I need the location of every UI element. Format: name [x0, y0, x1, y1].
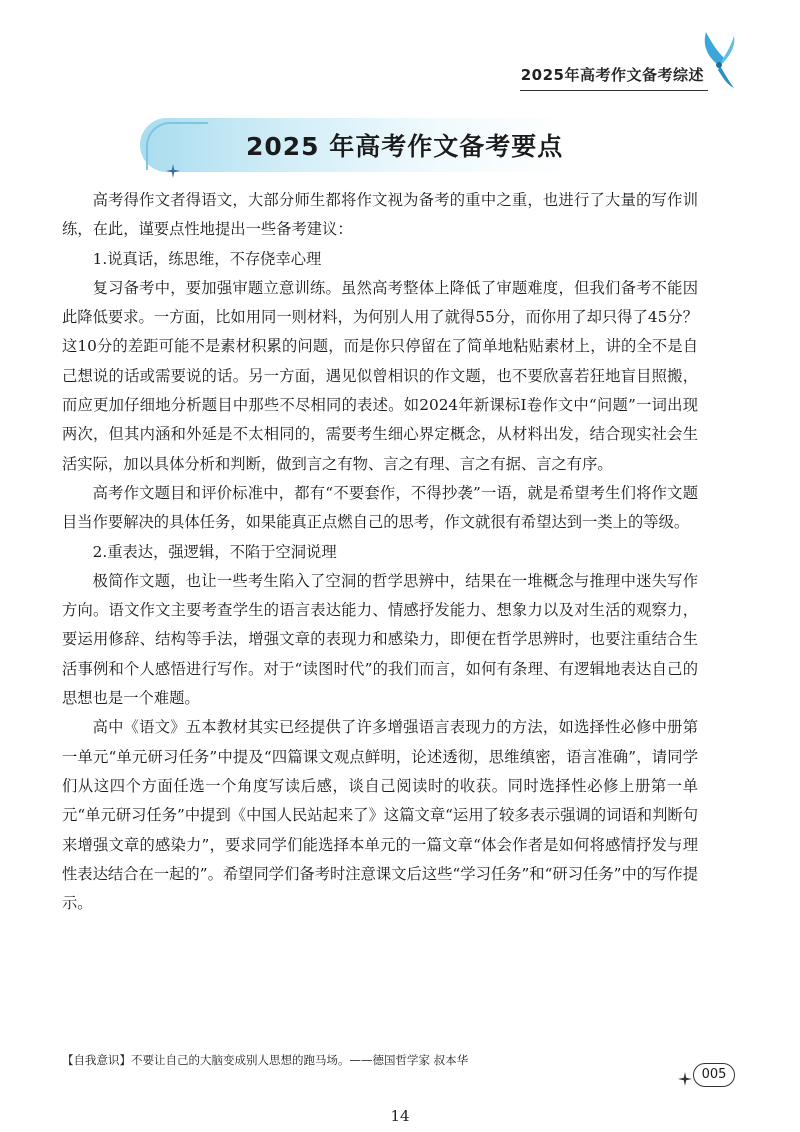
footer-quote: 【自我意识】不要让自己的大脑变成别人思想的跑马场。——德国哲学家 叔本华: [62, 1053, 469, 1067]
sparkle-icon: [166, 164, 180, 178]
sparkle-icon: [678, 1072, 692, 1086]
page-number: 14: [390, 1107, 410, 1125]
header-rule: [520, 90, 708, 91]
paragraph-intro: 高考得作文者得语文，大部分师生都将作文视为备考的重中之重，也进行了大量的写作训练，在此，谨要点性地提出一些备考建议：: [62, 191, 698, 239]
banner-title: 2025 年高考作文备考要点: [246, 132, 564, 161]
section-heading-1: 1.说真话，练思维，不存侥幸心理: [92, 249, 322, 268]
running-header-title: 2025年高考作文备考综述: [520, 66, 704, 84]
bird-icon: [690, 28, 742, 98]
paragraph: 复习备考中，要加强审题立意训练。虽然高考整体上降低了审题难度，但我们备考不能因此降低要求。一方面，比如用同一则材料，为何别人用了就得55分，而你用了却只得了45分？这10分的差距可能不是素材积累的问题，而是你只停留在了简单地粘贴素材上，讲的全不是自己想说的话或需要说的话。另一方面，遇见似曾相识的作文题，也不要欣喜若狂地盲目照搬，而应更加仔细地分析题目中那些不尽相同的表述。如2024年新课标Ⅰ卷作文中“问题”一词出现两次，但其内涵和外延是不太相同的，需要考生细心界定概念，从材料出发，结合现实社会生活实际，加以具体分析和判断，做到言之有物、言之有理、言之有据、言之有序。: [62, 278, 698, 473]
article-body: [62, 186, 698, 918]
paragraph: 高中《语文》五本教材其实已经提供了许多增强语言表现力的方法，如选择性必修中册第一单元“单元研习任务”中提及“四篇课文观点鲜明，论述透彻，思维缜密，语言准确”，请同学们从这四个方面任选一个角度写读后感，谈自己阅读时的收获。同时选择性必修上册第一单元“单元研习任务”中提到《中国人民站起来了》这篇文章“运用了较多表示强调的词语和判断句来增强文章的感染力”，要求同学们能选择本单元的一篇文章“体会作者是如何将感情抒发与理性表达结合在一起的”。希望同学们备考时注意课文后这些“学习任务”和“研习任务”中的写作提示。: [62, 718, 698, 913]
paragraph: 极简作文题，也让一些考生陷入了空洞的哲学思辨中，结果在一堆概念与推理中迷失写作方向。语文作文主要考查学生的语言表达能力、情感抒发能力、想象力以及对生活的观察力，要运用修辞、结构等手法，增强文章的表现力和感染力，即便在哲学思辨时，也要注重结合生活事例和个人感悟进行写作。对于“读图时代”的我们而言，如何有条理、有逻辑地表达自己的思想也是一个难题。: [62, 571, 698, 708]
section-banner: [140, 118, 680, 172]
paragraph: 高考作文题目和评价标准中，都有“不要套作，不得抄袭”一语，就是希望考生们将作文题目当作要解决的具体任务，如果能真正点燃自己的思考，作文就很有希望达到一类上的等级。: [62, 483, 698, 532]
page-badge: 005: [693, 1063, 735, 1087]
banner-edge-accent: [146, 122, 208, 170]
section-heading-2: 2.重表达，强逻辑，不陷于空洞说理: [92, 542, 337, 561]
